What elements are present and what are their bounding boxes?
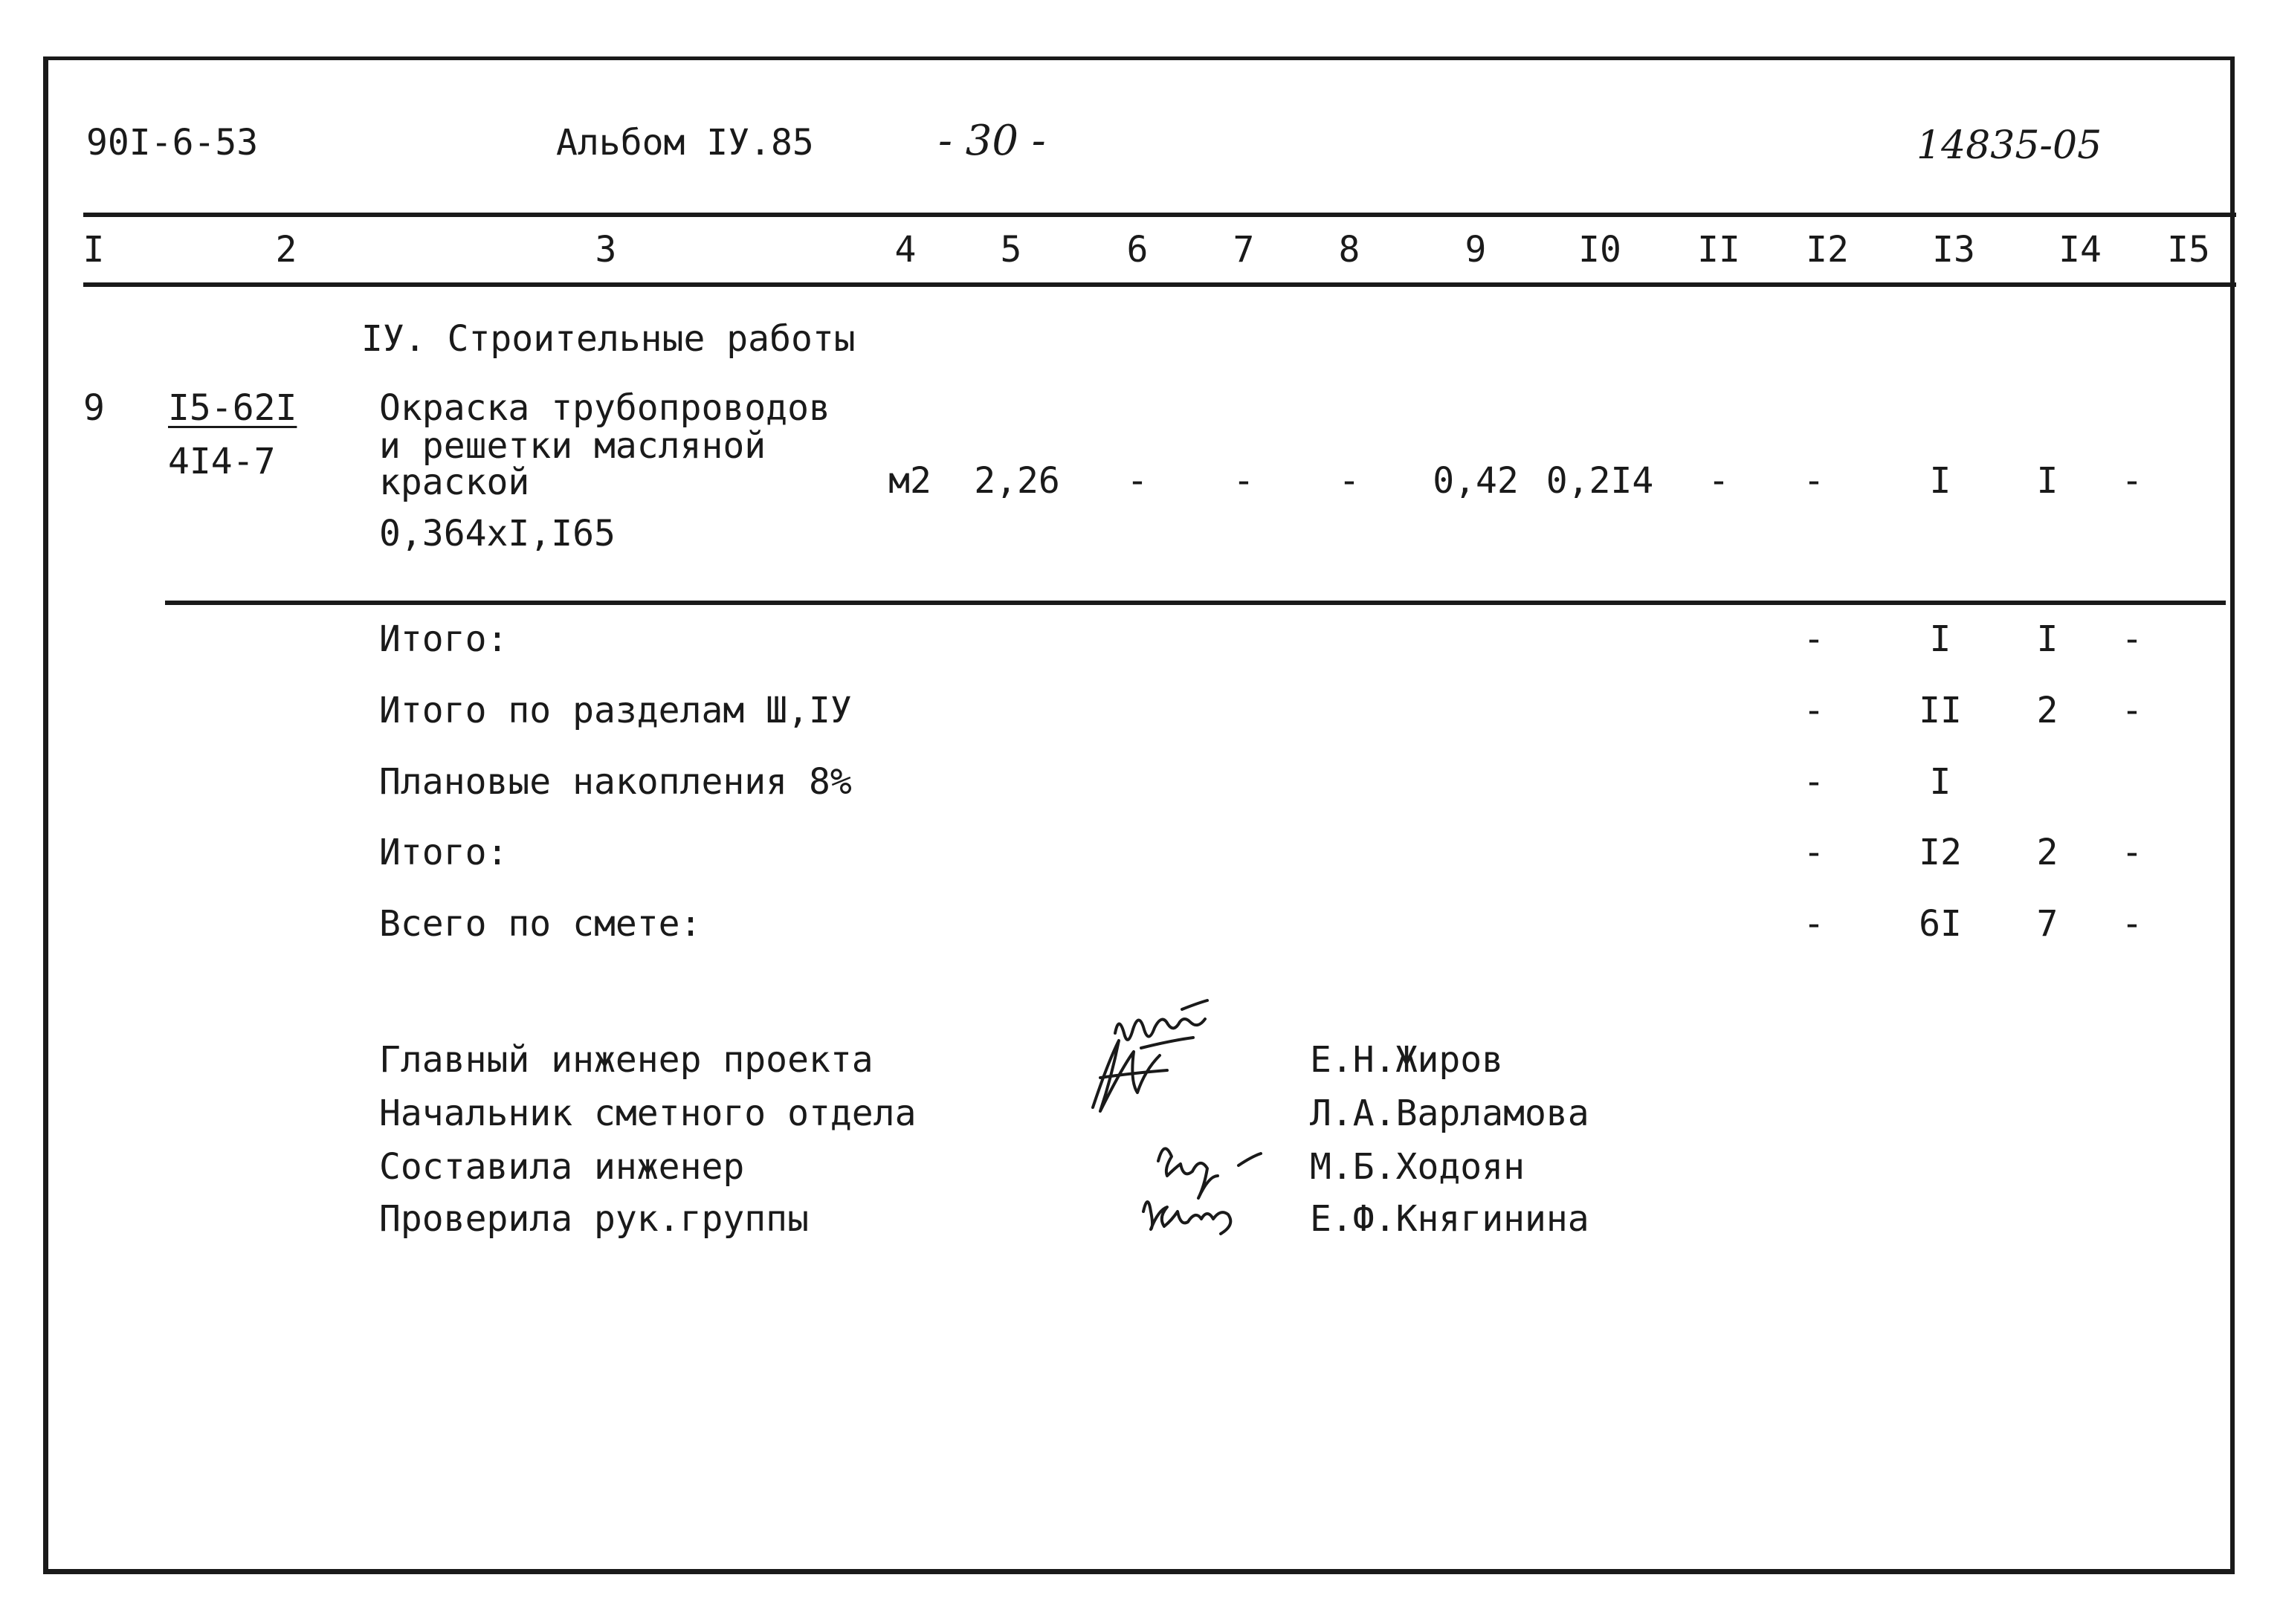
page-number: - 30 - (938, 117, 1046, 165)
col-header-9: 9 (1465, 229, 1487, 271)
signature-name: Е.Н.Жиров (1310, 1039, 1504, 1081)
item-description-line-3: краской (379, 462, 530, 503)
totals-col-14: 2 (2036, 690, 2058, 731)
item-col-8: - (1338, 460, 1360, 502)
totals-label: Итого по разделам Ш,IУ (379, 690, 852, 731)
col-header-6: 6 (1126, 229, 1149, 271)
signature-role: Проверила рук.группы (379, 1198, 809, 1240)
item-description-line-1: Окраска трубопроводов (379, 387, 830, 429)
totals-label: Плановые накопления 8% (379, 761, 852, 803)
totals-col-13: I2 (1919, 832, 1962, 873)
totals-col-15: - (2121, 618, 2143, 660)
item-col-13: I (1929, 460, 1951, 502)
header-rule-top (83, 213, 2236, 217)
col-header-8: 8 (1338, 229, 1360, 271)
item-col-9: 0,42 (1433, 460, 1519, 502)
signature-name: М.Б.Ходоян (1310, 1146, 1525, 1188)
totals-col-12: - (1803, 618, 1825, 660)
signature-name: Е.Ф.Княгинина (1310, 1198, 1589, 1240)
totals-col-14: 7 (2036, 903, 2058, 945)
col-header-13: I3 (1932, 229, 1975, 271)
col-header-1: I (83, 229, 105, 271)
col-header-2: 2 (275, 229, 297, 271)
signature-name: Л.А.Варламова (1310, 1093, 1589, 1134)
col-header-11: II (1697, 229, 1740, 271)
item-col-15: - (2121, 460, 2143, 502)
handwritten-signatures (1071, 989, 1294, 1264)
totals-label: Всего по смете: (379, 903, 702, 945)
col-header-3: 3 (595, 229, 617, 271)
inventory-number: 14835-05 (1917, 123, 2102, 168)
header-rule-bottom (83, 282, 2236, 287)
section-title: IУ. Строительные работы (361, 318, 856, 360)
totals-col-12: - (1803, 903, 1825, 945)
document-code: 90I-6-53 (86, 122, 259, 164)
item-code-sub: 4I4-7 (168, 441, 276, 482)
totals-rule (165, 601, 2226, 605)
totals-col-14: I (2036, 618, 2058, 660)
item-number: 9 (83, 387, 105, 429)
col-header-10: I0 (1578, 229, 1621, 271)
item-col-14: I (2036, 460, 2058, 502)
totals-col-13: I (1929, 618, 1951, 660)
item-col-7: - (1233, 460, 1255, 502)
col-header-14: I4 (2058, 229, 2102, 271)
totals-col-15: - (2121, 832, 2143, 873)
totals-col-15: - (2121, 903, 2143, 945)
item-description-line-2: и решетки масляной (379, 425, 766, 467)
item-col-12: - (1803, 460, 1825, 502)
item-unit: м2 (888, 460, 931, 502)
signature-role: Начальник сметного отдела (379, 1093, 917, 1134)
totals-col-13: 6I (1919, 903, 1962, 945)
item-code-main: I5-62I (168, 387, 297, 429)
col-header-15: I5 (2167, 229, 2210, 271)
totals-col-13: I (1929, 761, 1951, 803)
col-header-12: I2 (1806, 229, 1849, 271)
item-quantity: 2,26 (974, 460, 1060, 502)
item-col-6: - (1126, 460, 1149, 502)
totals-col-15: - (2121, 690, 2143, 731)
album-title: Альбом IУ.85 (556, 122, 814, 164)
item-col-11: - (1708, 460, 1730, 502)
signature-role: Составила инженер (379, 1146, 745, 1188)
item-formula: 0,364хI,I65 (379, 513, 616, 554)
signature-role: Главный инженер проекта (379, 1039, 874, 1081)
col-header-4: 4 (894, 229, 917, 271)
totals-col-12: - (1803, 690, 1825, 731)
totals-col-13: II (1919, 690, 1962, 731)
item-col-10: 0,2I4 (1546, 460, 1654, 502)
totals-label: Итого: (379, 618, 508, 660)
totals-label: Итого: (379, 832, 508, 873)
totals-col-12: - (1803, 761, 1825, 803)
totals-col-14: 2 (2036, 832, 2058, 873)
col-header-5: 5 (1000, 229, 1022, 271)
col-header-7: 7 (1233, 229, 1255, 271)
totals-col-12: - (1803, 832, 1825, 873)
